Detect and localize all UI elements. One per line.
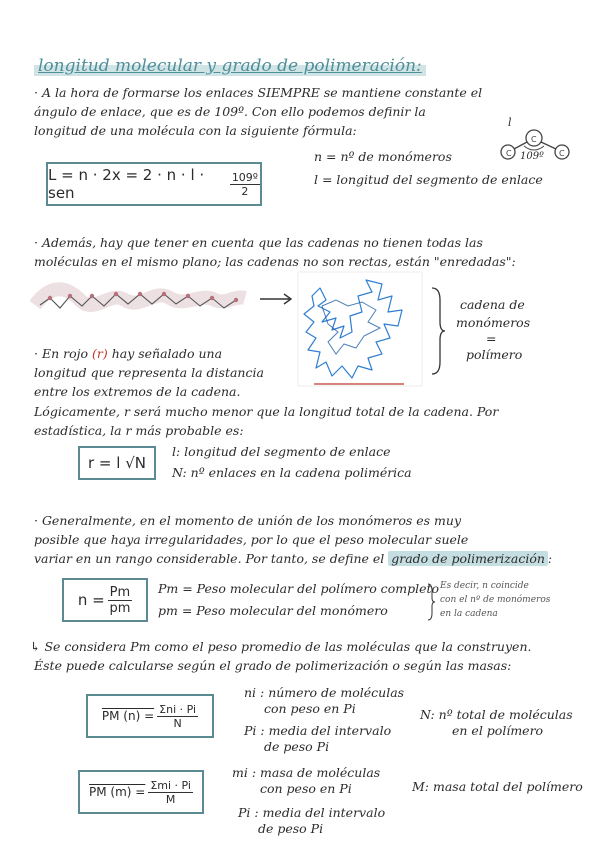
mean-weight-n-lhs: PM (n) =: [101, 709, 155, 723]
def-ni: ni : número de moléculas: [244, 685, 405, 700]
chain-note-4: polímero: [466, 347, 523, 362]
mean-weight-n-num: Σni · Pi: [159, 702, 197, 716]
end-distance-formula: r = l √N: [88, 454, 146, 472]
intro-line-3: longitud de una molécula con la siguiente fórmula:: [34, 123, 357, 138]
mean-weight-m-formula-box: [78, 770, 204, 814]
red-note-line-1: [34, 345, 222, 363]
def-Pm: Pm = Peso molecular del polímero completo: [158, 581, 440, 596]
bond-angle-label: 109º: [520, 151, 544, 162]
mean-weight-n-formula-box: [86, 694, 214, 738]
chain-note-2: monómeros: [456, 315, 531, 330]
general-line-3a: variar en un rango considerable. Por tanto, se define el: [34, 551, 389, 566]
mean-weight-m-num: Σmi · Pi: [150, 778, 191, 792]
extended-chain-drawing: [30, 280, 250, 330]
polymerization-fraction: [108, 585, 133, 616]
length-formula-num: 109º: [231, 170, 258, 184]
mean-weight-n-fraction: [157, 703, 198, 730]
logic-line-2: estadística, la r más probable es:: [34, 423, 244, 438]
length-formula-den: 2: [241, 184, 249, 198]
arrow-icon: [258, 292, 294, 306]
red-note-part2: hay señalado una: [107, 346, 223, 361]
aside-3: en la cadena: [440, 609, 498, 619]
def-n: n = nº de monómeros: [314, 149, 452, 164]
red-note-part1: · En rojo: [34, 346, 92, 361]
def-pm: pm = Peso molecular del monómero: [158, 603, 388, 618]
svg-text:C: C: [531, 135, 537, 144]
average-line-2: Éste puede calcularse según el grado de polimerización o según las masas:: [34, 658, 512, 673]
polymerization-degree-highlight: grado de polimerización: [388, 551, 548, 566]
def-Pi-m: Pi : media del intervalo: [238, 805, 386, 820]
intro-line-2: ángulo de enlace, que es de 109º. Con ello podemos definir la: [34, 104, 426, 119]
red-note-line-2: longitud que representa la distancia: [34, 365, 264, 380]
chain-note-1: cadena de: [460, 297, 525, 312]
intro-line-1: · A la hora de formarse los enlaces SIEMPRE se mantiene constante el: [34, 85, 483, 100]
def-segment: l: longitud del segmento de enlace: [172, 444, 391, 459]
general-line-3: [34, 550, 552, 568]
polymerization-lhs: n =: [77, 591, 105, 609]
svg-text:C: C: [559, 149, 565, 158]
def-M-total: M: masa total del polímero: [412, 779, 583, 794]
def-l: l = longitud del segmento de enlace: [314, 172, 543, 187]
def-mi-b: con peso en Pi: [260, 781, 352, 796]
red-note-r: (r): [91, 346, 108, 361]
average-line-1: ↳ Se considera Pm como el peso promedio de las moléculas que la construyen.: [30, 639, 532, 654]
small-brace: [426, 582, 436, 622]
aside-1: Es decir, n coincide: [440, 581, 529, 591]
def-mi: mi : masa de moléculas: [232, 765, 381, 780]
def-N-total: N: nº total de moléculas: [420, 707, 573, 722]
logic-line-1: Lógicamente, r será mucho menor que la longitud total de la cadena. Por: [34, 404, 499, 419]
end-distance-formula-box: [78, 446, 156, 480]
polymerization-formula-box: [62, 578, 148, 622]
chain-line-1: · Además, hay que tener en cuenta que las cadenas no tienen todas las: [34, 235, 483, 250]
page-title: longitud molecular y grado de polimeración:: [34, 56, 426, 76]
mean-weight-m-den: M: [165, 792, 176, 806]
tangled-chain-drawing: [292, 266, 428, 392]
chain-line-2: moléculas en el mismo plano; las cadenas no son rectas, están "enredadas":: [34, 254, 516, 269]
def-Pi-m-b: de peso Pi: [258, 821, 324, 836]
polymerization-den: pm: [109, 600, 131, 616]
aside-2: con el nº de monómeros: [440, 595, 551, 605]
def-Pi: Pi : media del intervalo: [244, 723, 392, 738]
general-line-1: · Generalmente, en el momento de unión de los monómeros es muy: [34, 513, 462, 528]
length-formula-fraction: [230, 171, 260, 198]
mean-weight-m-lhs: PM (m) =: [89, 785, 146, 799]
def-Pi-b: de peso Pi: [264, 739, 330, 754]
mean-weight-m-fraction: [148, 779, 193, 806]
mean-weight-n-den: N: [173, 716, 182, 730]
general-line-2: posible que haya irregularidades, por lo que el peso molecular suele: [34, 532, 469, 547]
chain-note-3: =: [486, 331, 497, 346]
def-bonds: N: nº enlaces en la cadena polimérica: [172, 465, 412, 480]
curly-brace: [430, 286, 446, 376]
red-note-line-3: entre los extremos de la cadena.: [34, 384, 241, 399]
length-formula: L = n · 2x = 2 · n · l · sen: [48, 166, 205, 202]
length-formula-box: [46, 162, 262, 206]
general-line-3c: :: [547, 551, 553, 566]
svg-text:C: C: [506, 149, 512, 158]
def-ni-b: con peso en Pi: [264, 701, 356, 716]
polymerization-num: Pm: [109, 584, 131, 600]
def-N-total-b: en el polímero: [452, 723, 544, 738]
bond-length-label: l: [508, 116, 512, 129]
